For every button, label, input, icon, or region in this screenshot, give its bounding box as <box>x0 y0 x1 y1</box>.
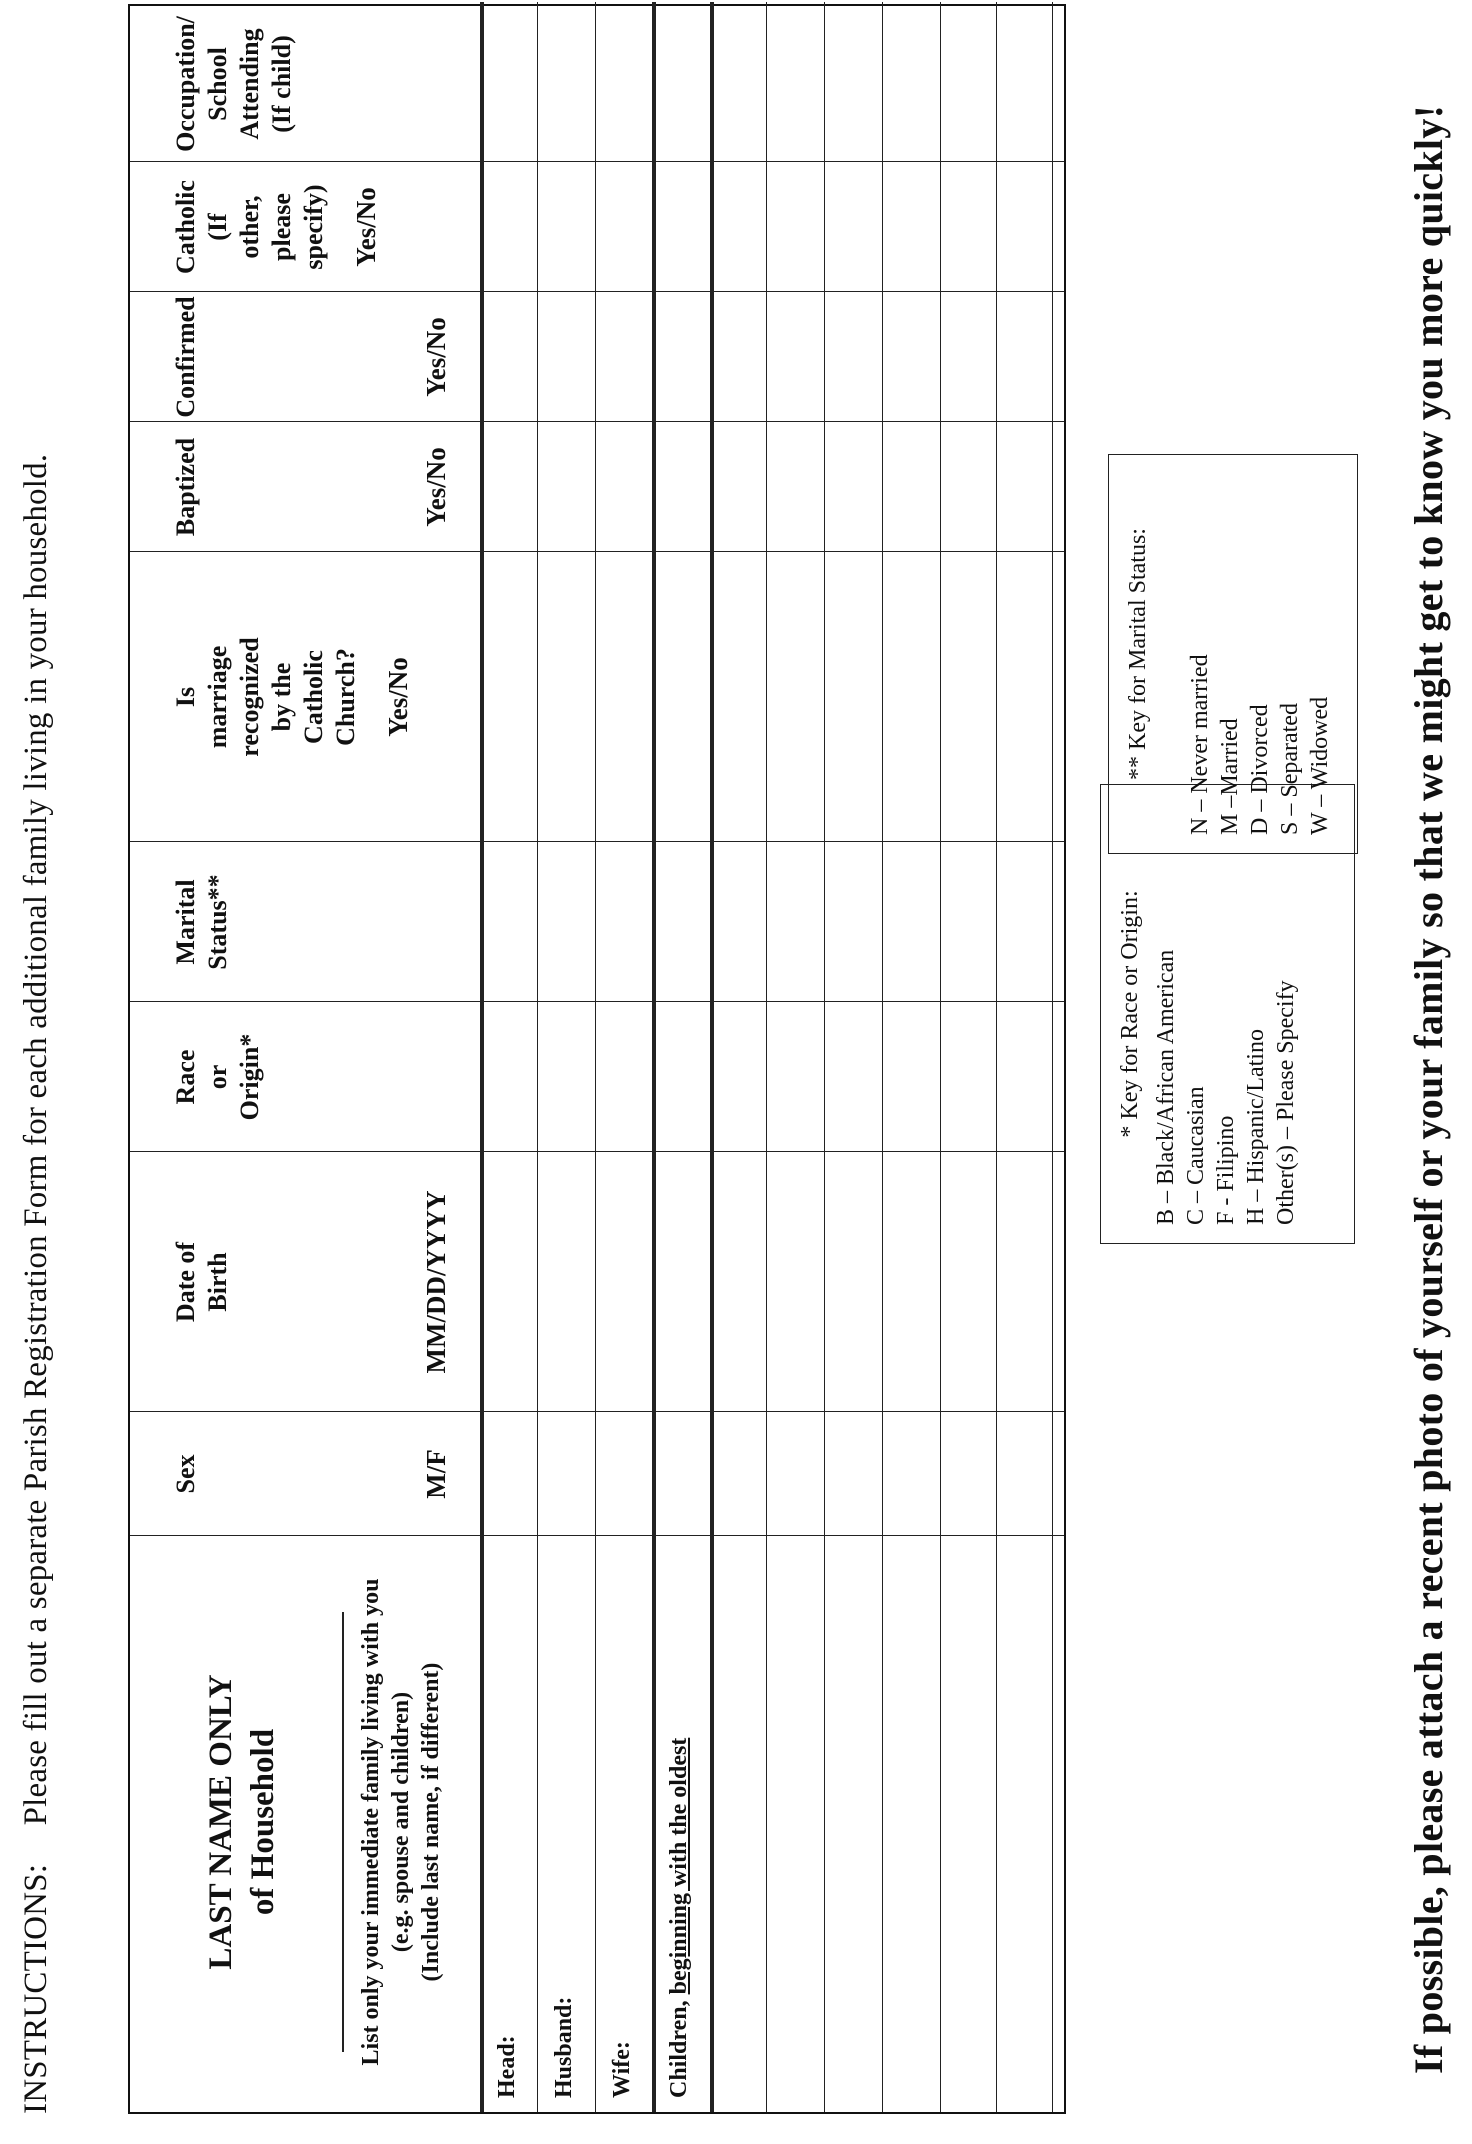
row-label-husband: Husband: <box>551 1996 577 2098</box>
instructions-lead: INSTRUCTIONS: <box>18 1863 54 2114</box>
race-key-item: C – Caucasian <box>1183 1086 1209 1225</box>
column-header-line: Confirmed <box>171 296 200 418</box>
children-underlined: beginning with the oldest <box>666 1737 692 1995</box>
table-cell-input[interactable] <box>713 844 764 1000</box>
table-cell-input[interactable] <box>769 294 822 420</box>
column-header-line: School <box>203 47 232 121</box>
list-line3: (Include last name, if different) <box>418 1662 444 1982</box>
column-divider <box>130 421 1064 422</box>
row-divider <box>824 2 825 2112</box>
table-cell-input[interactable] <box>540 164 593 290</box>
table-cell-input[interactable] <box>999 164 1050 290</box>
column-header-line: marriage <box>203 645 232 749</box>
column-header-title <box>170 552 362 842</box>
column-header-line: Baptized <box>171 437 200 537</box>
column-header-title <box>170 842 234 1002</box>
children-prefix: Children, <box>666 2000 692 2098</box>
row-divider <box>940 2 941 2112</box>
table-cell-input[interactable] <box>483 1414 535 1534</box>
table-cell-input[interactable] <box>943 844 994 1000</box>
table-cell-input[interactable] <box>999 294 1050 420</box>
table-cell-input[interactable] <box>483 1154 535 1410</box>
column-header-title <box>170 162 330 292</box>
column-divider <box>130 1001 1064 1002</box>
table-cell-input[interactable] <box>827 554 880 840</box>
column-header <box>130 842 480 1002</box>
column-header-title <box>170 1002 266 1152</box>
row-divider <box>996 2 997 2112</box>
table-cell-input[interactable] <box>885 1154 938 1410</box>
table-cell-input[interactable] <box>827 1154 880 1410</box>
row-label-head: Head: <box>494 2035 520 2098</box>
table-cell-input[interactable] <box>713 1154 764 1410</box>
column-divider <box>130 551 1064 552</box>
column-header <box>130 1152 480 1412</box>
race-key-item: B – Black/African American <box>1153 949 1179 1225</box>
table-cell-input[interactable] <box>943 1154 994 1410</box>
table-cell-input[interactable] <box>598 844 650 1000</box>
column-divider <box>130 1411 1064 1412</box>
table-cell-input[interactable] <box>769 1004 822 1150</box>
marital-key-item: N – Never married <box>1187 654 1213 835</box>
table-cell-input[interactable] <box>713 164 764 290</box>
table-cell-input[interactable] <box>540 424 593 550</box>
table-cell-input[interactable] <box>713 1414 764 1534</box>
table-cell-input[interactable] <box>713 294 764 420</box>
table-cell-input[interactable] <box>598 164 650 290</box>
table-cell-input[interactable] <box>540 1154 593 1410</box>
table-cell-input[interactable] <box>943 164 994 290</box>
column-divider <box>130 161 1064 162</box>
column-header-sub: Yes/No <box>383 657 413 737</box>
marital-key-item: S – Separated <box>1277 703 1303 835</box>
column-header-title <box>170 6 298 162</box>
column-header <box>130 292 480 422</box>
column-header-line: by the <box>267 662 296 732</box>
marital-key-title: ** Key for Marital Status: <box>1125 528 1151 780</box>
footer-note: If possible, please attach a recent photo of yourself or your family so that we might get to know you more quickly! <box>1406 104 1451 2074</box>
column-header <box>130 552 480 842</box>
table-cell-input[interactable] <box>483 294 535 420</box>
row-divider <box>882 2 883 2112</box>
column-header-line: (If <box>203 213 232 241</box>
table-cell-input[interactable] <box>999 1004 1050 1150</box>
column-divider <box>130 841 1064 842</box>
column-header-line: Status** <box>203 874 232 970</box>
table-cell-input[interactable] <box>769 8 822 160</box>
table-cell-input[interactable] <box>540 294 593 420</box>
table-cell-input[interactable] <box>713 1004 764 1150</box>
table-cell-input[interactable] <box>999 424 1050 550</box>
column-header-sub: MM/DD/YYYY <box>421 1190 451 1374</box>
table-cell-input[interactable] <box>999 1154 1050 1410</box>
table-cell-input[interactable] <box>598 8 650 160</box>
table-cell-input[interactable] <box>769 554 822 840</box>
column-header-line: Race <box>171 1049 200 1105</box>
table-cell-input[interactable] <box>885 164 938 290</box>
marital-key-box <box>1108 454 1358 854</box>
row-divider <box>537 2 538 2112</box>
table-cell-input[interactable] <box>999 844 1050 1000</box>
column-header-line: Date of <box>171 1241 200 1323</box>
row-divider <box>1052 2 1053 2112</box>
race-key-item: Other(s) – Please Specify <box>1273 980 1299 1225</box>
household-title-line1: LAST NAME ONLY <box>203 1674 239 1970</box>
table-cell-input[interactable] <box>769 844 822 1000</box>
row-divider <box>766 2 767 2112</box>
column-header-line: Marital <box>171 879 200 965</box>
table-cell-input[interactable] <box>999 8 1050 160</box>
table-cell-input[interactable] <box>943 8 994 160</box>
marital-key-item: M –Married <box>1217 718 1243 835</box>
table-cell-input[interactable] <box>483 554 535 840</box>
family-table <box>128 4 1066 2114</box>
table-cell-input[interactable] <box>885 1414 938 1534</box>
list-instructions <box>356 1532 446 2112</box>
table-cell-input[interactable] <box>713 554 764 840</box>
table-cell-input[interactable] <box>943 294 994 420</box>
table-cell-input[interactable] <box>540 1414 593 1534</box>
table-cell-input[interactable] <box>769 424 822 550</box>
table-cell-input[interactable] <box>769 1414 822 1534</box>
column-header-sub: Yes/No <box>421 447 451 527</box>
table-cell-input[interactable] <box>999 554 1050 840</box>
table-cell-input[interactable] <box>540 1004 593 1150</box>
table-cell-input[interactable] <box>827 844 880 1000</box>
column-header <box>130 1002 480 1152</box>
column-header-title <box>170 292 202 422</box>
table-cell-input[interactable] <box>885 8 938 160</box>
column-divider <box>130 1151 1064 1152</box>
table-cell-input[interactable] <box>483 164 535 290</box>
row-label-wife: Wife: <box>609 2041 635 2098</box>
column-header-line: Occupation/ <box>171 16 200 152</box>
table-cell-input[interactable] <box>943 554 994 840</box>
instructions <box>18 454 55 2114</box>
table-cell-input[interactable] <box>598 424 650 550</box>
column-header-line: Origin* <box>235 1033 264 1121</box>
instructions-text: Please fill out a separate Parish Registration Form for each additional family living in your household. <box>18 453 54 1826</box>
race-key-item: F - Filipino <box>1213 1115 1239 1225</box>
table-cell-input[interactable] <box>540 8 593 160</box>
column-header-line: Sex <box>171 1454 200 1494</box>
table-cell-input[interactable] <box>827 424 880 550</box>
table-cell-input[interactable] <box>885 1004 938 1150</box>
table-cell-input[interactable] <box>598 1004 650 1150</box>
table-cell-input[interactable] <box>827 294 880 420</box>
column-header-line: Attending <box>235 28 264 140</box>
table-cell-input[interactable] <box>943 1414 994 1534</box>
column-header-line: Birth <box>203 1252 232 1312</box>
row-divider <box>595 2 596 2112</box>
column-header-line: Catholic <box>299 650 328 744</box>
column-header <box>130 1412 480 1536</box>
household-title-line2: of Household <box>245 1728 281 1916</box>
table-cell-input[interactable] <box>885 424 938 550</box>
table-cell-input[interactable] <box>598 1154 650 1410</box>
table-cell-input[interactable] <box>827 8 880 160</box>
marital-key-item: D – Divorced <box>1247 704 1273 835</box>
table-cell-input[interactable] <box>483 844 535 1000</box>
table-cell-input[interactable] <box>713 8 764 160</box>
household-title <box>200 1532 284 2112</box>
column-header-line: Catholic <box>171 180 200 274</box>
table-cell-input[interactable] <box>769 164 822 290</box>
table-cell-input[interactable] <box>827 164 880 290</box>
column-divider <box>130 1535 1064 1536</box>
race-key-item: H – Hispanic/Latino <box>1243 1029 1269 1225</box>
household-name-line[interactable] <box>342 1612 344 2052</box>
column-header <box>130 422 480 552</box>
column-header-line: or <box>203 1064 232 1090</box>
column-header-title <box>170 1152 234 1412</box>
column-header-line: specify) <box>299 184 328 270</box>
column-header <box>130 162 480 292</box>
table-cell-input[interactable] <box>885 294 938 420</box>
table-cell-input[interactable] <box>598 294 650 420</box>
column-header-title <box>170 1412 202 1536</box>
column-header-title <box>170 422 202 552</box>
column-divider <box>130 291 1064 292</box>
table-cell-input[interactable] <box>999 1414 1050 1534</box>
table-cell-input[interactable] <box>598 554 650 840</box>
table-cell-input[interactable] <box>713 424 764 550</box>
table-cell-input[interactable] <box>827 1414 880 1534</box>
table-cell-input[interactable] <box>943 1004 994 1150</box>
table-cell-input[interactable] <box>943 424 994 550</box>
column-header-line: Is <box>171 686 200 708</box>
column-header-line: recognized <box>235 637 264 757</box>
table-cell-input[interactable] <box>827 1004 880 1150</box>
column-header-line: Church? <box>331 648 360 746</box>
table-cell-input[interactable] <box>483 8 535 160</box>
table-cell-input[interactable] <box>483 424 535 550</box>
table-cell-input[interactable] <box>769 1154 822 1410</box>
table-cell-input[interactable] <box>483 1004 535 1150</box>
table-cell-input[interactable] <box>885 554 938 840</box>
row-label-children <box>652 1738 706 2098</box>
table-cell-input[interactable] <box>540 554 593 840</box>
table-cell-input[interactable] <box>598 1414 650 1534</box>
column-header-line: other, <box>235 195 264 259</box>
table-cell-input[interactable] <box>540 844 593 1000</box>
column-header-line: please <box>267 193 296 261</box>
column-header-line: (If child) <box>267 35 296 133</box>
column-header-sub: Yes/No <box>351 187 381 267</box>
column-header-sub: M/F <box>421 1449 451 1499</box>
race-key-title: * Key for Race or Origin: <box>1117 890 1143 1138</box>
column-header-sub: Yes/No <box>421 317 451 397</box>
list-line1: List only your immediate family living with you <box>358 1578 384 2066</box>
marital-key-item: W – Widowed <box>1307 696 1333 835</box>
table-cell-input[interactable] <box>885 844 938 1000</box>
column-header <box>130 6 480 162</box>
list-line2: (e.g. spouse and children) <box>388 1691 414 1953</box>
